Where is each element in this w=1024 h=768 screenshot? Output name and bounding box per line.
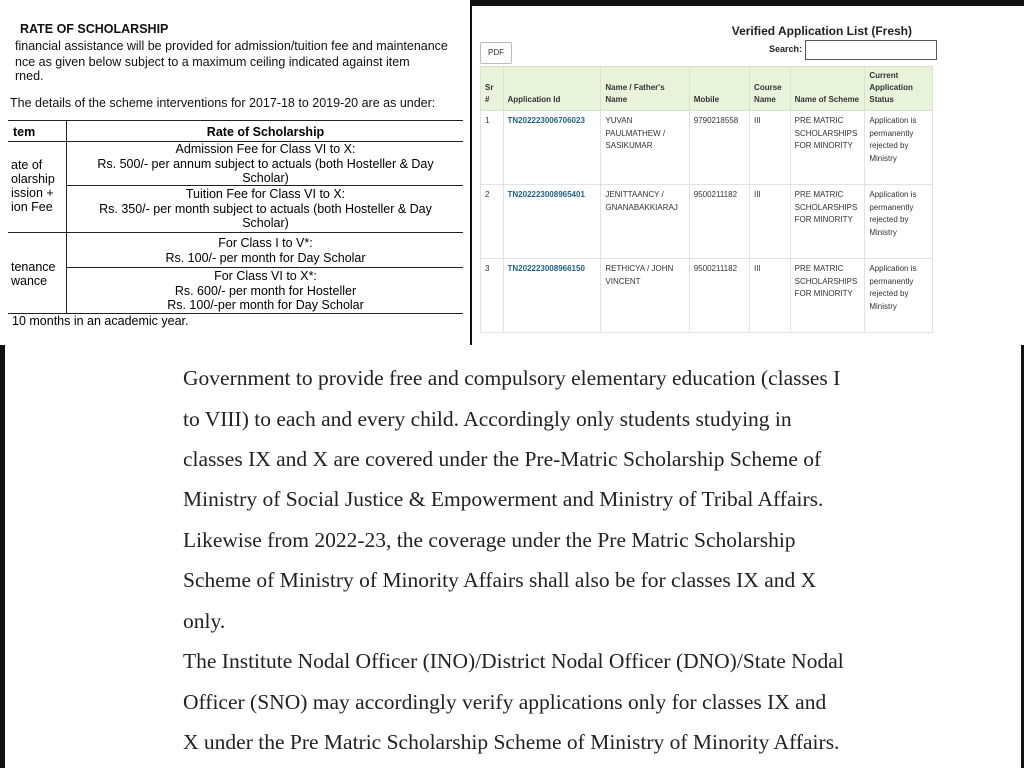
intro-line: financial assistance will be provided for admission/tuition fee and maintenance bbox=[15, 39, 448, 53]
list-title: Verified Application List (Fresh) bbox=[731, 24, 912, 38]
details-line: The details of the scheme interventions for 2017-18 to 2019-20 are as under: bbox=[10, 96, 436, 110]
column-header-sr[interactable]: Sr # bbox=[481, 67, 504, 111]
intro-line: rned. bbox=[15, 69, 44, 83]
column-divider bbox=[66, 121, 67, 313]
cell-name: JENITTAANCY / GNANABAKKIARAJ bbox=[601, 185, 689, 259]
cell-mobile: 9790218558 bbox=[689, 111, 749, 185]
paragraph-line: Officer (SNO) may accordingly verify applications only for classes IX and bbox=[183, 690, 827, 714]
paragraph-line: classes IX and X are covered under the Pre-Matric Scholarship Scheme of bbox=[183, 447, 822, 471]
paragraph-line: Scheme of Ministry of Minority Affairs shall also be for classes IX and X bbox=[183, 568, 817, 592]
header-item: tem bbox=[13, 125, 36, 139]
cell-course: III bbox=[750, 259, 791, 333]
document-heading: RATE OF SCHOLARSHIP bbox=[20, 22, 169, 36]
column-header-scheme[interactable]: Name of Scheme bbox=[790, 67, 865, 111]
paragraph-line: Ministry of Social Justice & Empowerment and Ministry of Tribal Affairs. bbox=[183, 487, 824, 511]
column-header-name[interactable]: Name / Father's Name bbox=[601, 67, 689, 111]
row-divider bbox=[66, 267, 463, 268]
paragraph-line: to VIII) to each and every child. Accordingly only students studying in bbox=[183, 407, 792, 431]
rate-table bbox=[8, 120, 463, 314]
column-header-mobile[interactable]: Mobile bbox=[689, 67, 749, 111]
verified-application-list bbox=[472, 6, 1024, 345]
cell-scheme: PRE MATRIC SCHOLARSHIPS FOR MINORITY bbox=[790, 185, 865, 259]
cell-application-id[interactable]: TN202223006706023 bbox=[503, 111, 601, 185]
table-row bbox=[481, 259, 933, 333]
cell-sr: 2 bbox=[481, 185, 504, 259]
item-admission-tuition: ate of olarship ission + ion Fee bbox=[11, 158, 55, 214]
cell-course: III bbox=[750, 111, 791, 185]
row-divider bbox=[8, 232, 463, 233]
policy-paragraph bbox=[5, 345, 1021, 768]
paragraph-line: Likewise from 2022-23, the coverage under the Pre Matric Scholarship bbox=[183, 528, 796, 552]
application-table bbox=[480, 66, 933, 333]
cell-name: RETHICYA / JOHN VINCENT bbox=[601, 259, 689, 333]
cell-mobile: 9500211182 bbox=[689, 185, 749, 259]
search-label: Search: bbox=[769, 44, 803, 54]
rate-maintenance-class-1-5: For Class I to V*: Rs. 100/- per month for Day Scholar bbox=[165, 236, 366, 265]
paragraph-line: X under the Pre Matric Scholarship Scheme of Ministry of Minority Affairs. bbox=[183, 730, 840, 754]
rate-maintenance-class-6-10: For Class VI to X*: Rs. 600/- per month for Hosteller Rs. 100/-per month for Day Scholar bbox=[167, 269, 364, 312]
paragraph-line: only. bbox=[183, 609, 226, 633]
cell-sr: 1 bbox=[481, 111, 504, 185]
column-header-status[interactable]: Current Application Status bbox=[865, 67, 933, 111]
paragraph-line: Government to provide free and compulsory elementary education (classes I bbox=[183, 366, 841, 390]
cell-application-id[interactable]: TN202223008966150 bbox=[503, 259, 601, 333]
rate-admission-fee: Admission Fee for Class VI to X: Rs. 500/- per annum subject to actuals (both Hosteller & Day Scholar) bbox=[97, 142, 434, 185]
cell-mobile: 9500211182 bbox=[689, 259, 749, 333]
table-row bbox=[481, 185, 933, 259]
cell-application-id[interactable]: TN202223008965401 bbox=[503, 185, 601, 259]
cell-status: Application is permanently rejected by Ministry bbox=[865, 185, 933, 259]
cell-status: Application is permanently rejected by Ministry bbox=[865, 259, 933, 333]
document-footer: 10 months in an academic year. bbox=[12, 314, 189, 328]
intro-line: nce as given below subject to a maximum ceiling indicated against item bbox=[15, 55, 410, 69]
rate-tuition-fee: Tuition Fee for Class VI to X: Rs. 350/- per month subject to actuals (both Hosteller & Day Scholar) bbox=[99, 187, 432, 230]
table-row bbox=[481, 111, 933, 185]
header-rate: Rate of Scholarship bbox=[206, 125, 325, 139]
column-header-application-id[interactable]: Application Id bbox=[503, 67, 601, 111]
cell-course: III bbox=[750, 185, 791, 259]
cell-scheme: PRE MATRIC SCHOLARSHIPS FOR MINORITY bbox=[790, 111, 865, 185]
search-input[interactable] bbox=[805, 40, 937, 60]
item-maintenance: tenance wance bbox=[11, 260, 56, 288]
scholarship-rate-document bbox=[0, 0, 470, 345]
cell-name: YUVAN PAULMATHEW / SASIKUMAR bbox=[601, 111, 689, 185]
cell-sr: 3 bbox=[481, 259, 504, 333]
pdf-export-button[interactable]: PDF bbox=[480, 42, 512, 64]
cell-scheme: PRE MATRIC SCHOLARSHIPS FOR MINORITY bbox=[790, 259, 865, 333]
paragraph-line: The Institute Nodal Officer (INO)/District Nodal Officer (DNO)/State Nodal bbox=[183, 649, 844, 673]
cell-status: Application is permanently rejected by Ministry bbox=[865, 111, 933, 185]
column-header-course[interactable]: Course Name bbox=[750, 67, 791, 111]
